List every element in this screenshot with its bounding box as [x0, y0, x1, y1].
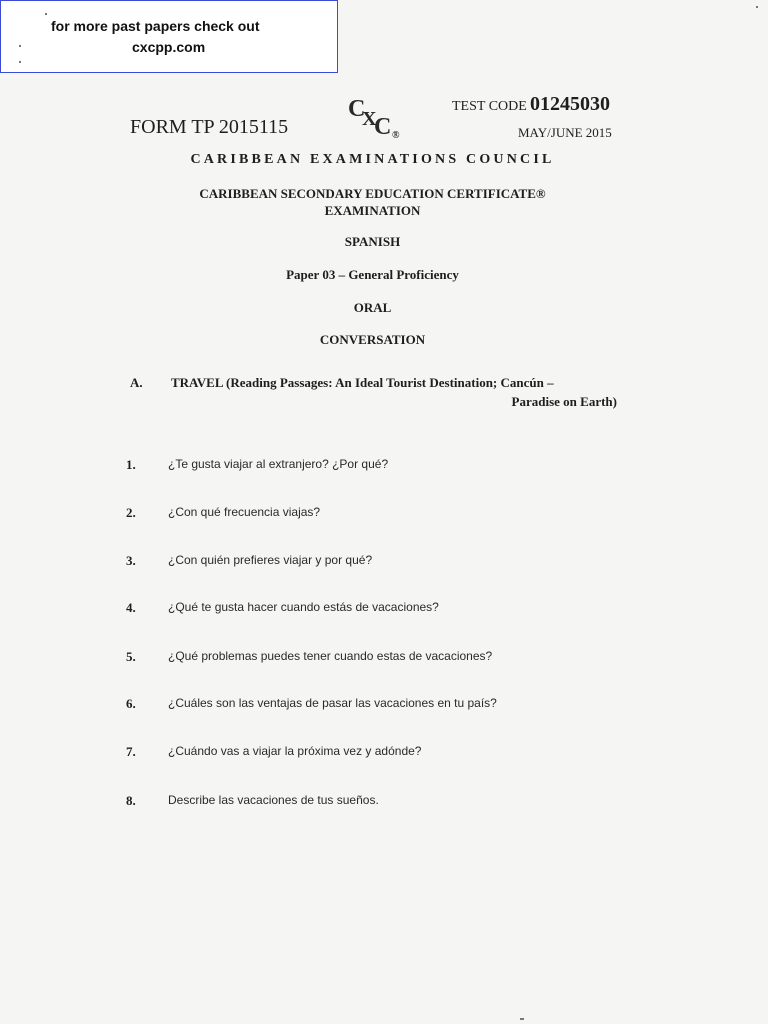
section-title: CONVERSATION	[319, 332, 426, 347]
question-number: 5.	[126, 649, 136, 664]
question-number: 2.	[126, 505, 136, 520]
question-text: ¿Cuándo vas a viajar la próxima vez y adónde?	[168, 744, 422, 758]
question-number: 7.	[126, 744, 136, 759]
topic-title-continued: Paradise on Earth)	[511, 394, 617, 409]
question-text: ¿Con quién prefieres viajar y por qué?	[168, 553, 373, 567]
form-number: FORM TP 2015115	[130, 116, 289, 138]
test-code-value: 01245030	[530, 93, 610, 115]
question-text: ¿Te gusta viajar al extranjero? ¿Por qué?	[168, 457, 389, 471]
logo-letter-c1: C	[348, 96, 366, 122]
question-number: 8.	[126, 793, 136, 808]
subject-title: SPANISH	[344, 234, 401, 249]
scan-speck	[19, 45, 21, 47]
scan-speck	[45, 13, 47, 15]
question-number: 1.	[126, 457, 136, 472]
certificate-title-line2: EXAMINATION	[324, 203, 421, 218]
scan-speck	[19, 61, 21, 63]
certificate-title: CARIBBEAN SECONDARY EDUCATION CERTIFICATE®	[199, 186, 546, 201]
question-text: ¿Con qué frecuencia viajas?	[168, 505, 321, 519]
exam-mode: ORAL	[353, 300, 392, 315]
logo-letter-x: X	[362, 108, 377, 130]
paper-title: Paper 03 – General Proficiency	[286, 267, 459, 282]
question-number: 4.	[126, 600, 136, 615]
test-code-label: TEST CODE	[452, 99, 527, 114]
topic-letter: A.	[130, 375, 143, 390]
exam-session: MAY/JUNE 2015	[518, 125, 612, 140]
question-text: ¿Qué te gusta hacer cuando estás de vacaciones?	[168, 600, 439, 614]
question-text: ¿Cuáles son las ventajas de pasar las vacaciones en tu país?	[168, 696, 497, 710]
scan-speck	[756, 6, 758, 8]
scan-speck	[520, 1018, 524, 1020]
question-text: Describe las vacaciones de tus sueños.	[168, 793, 379, 807]
cxc-logo	[344, 96, 404, 146]
question-text: ¿Qué problemas puedes tener cuando estas de vacaciones?	[168, 649, 493, 663]
promo-text: for more past papers check out	[51, 18, 260, 34]
logo-registered-mark: ®	[392, 130, 400, 141]
topic-title: TRAVEL (Reading Passages: An Ideal Tourist Destination; Cancún –	[171, 375, 554, 390]
logo-letter-c2: C	[374, 114, 392, 140]
promo-banner	[0, 0, 338, 73]
question-number: 3.	[126, 553, 136, 568]
promo-link[interactable]: cxcpp.com	[132, 39, 206, 55]
question-number: 6.	[126, 696, 136, 711]
council-name: CARIBBEAN EXAMINATIONS COUNCIL	[190, 152, 555, 167]
